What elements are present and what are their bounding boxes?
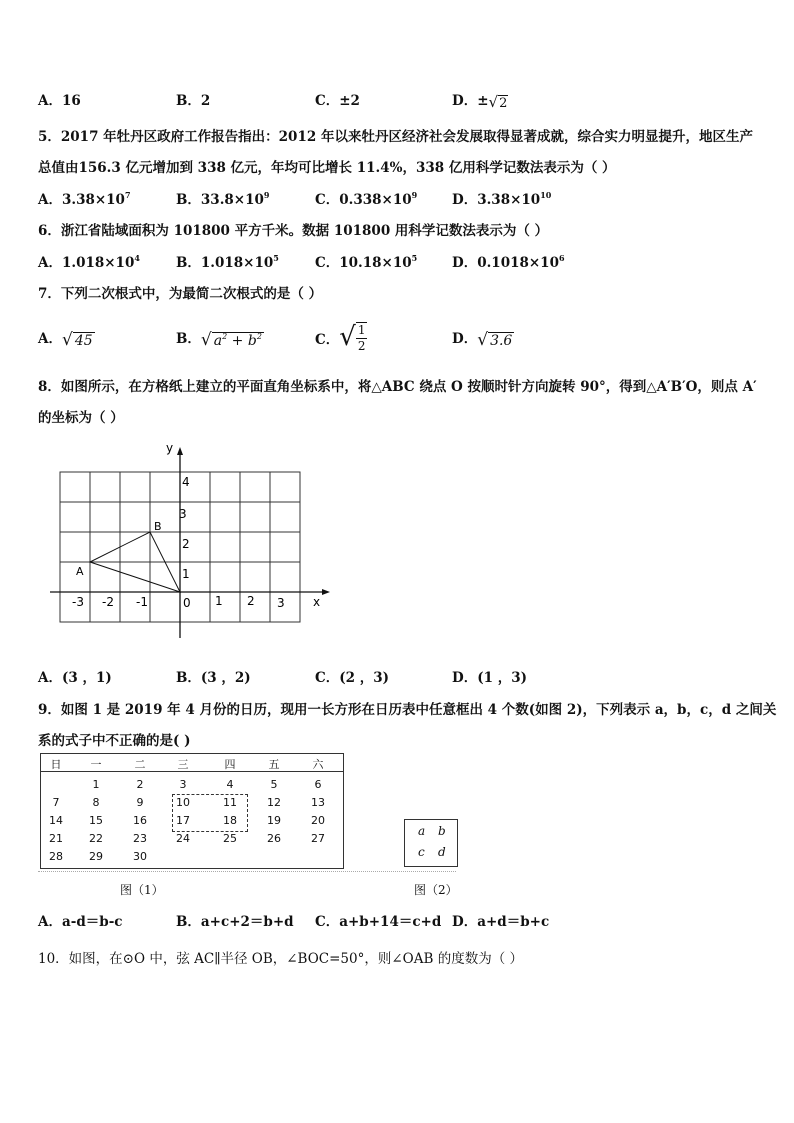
q5-stem-line1: 5．2017 年牡丹区政府工作报告指出：2012 年以来牡丹区经济社会发展取得显著成就，综合实力明显提升，地区生产 [38,129,753,145]
q4-option-c: C．±2 [315,93,360,109]
q4-option-d-radicand: 2 [499,95,508,111]
q8-stem-line2: 的坐标为（ ） [38,410,124,426]
calendar-day-cell: 19 [267,814,281,827]
fig2-cell-d: d [438,845,446,859]
q8-stem-line1: 8．如图所示，在方格纸上建立的平面直角坐标系中，将△ABC 绕点 O 按顺时针方向旋转 90°，得到△A′B′O，则点 A′ [38,379,757,395]
q8-option-a: A．(3 ，1) [38,670,112,686]
q9-stem-line1: 9．如图 1 是 2019 年 4 月份的日历，现用一长方形在日历表中任意框出 4 个数(如图 2)，下列表示 a，b，c，d 之间关 [38,702,777,718]
calendar-day-cell: 24 [176,832,190,845]
calendar-day-cell: 18 [223,814,237,827]
calendar-header-cell: 三 [177,758,189,771]
calendar-day-cell: 10 [176,796,190,809]
calendar-day-cell: 8 [92,796,100,809]
calendar-day-cell: 30 [133,850,147,863]
calendar-day-cell: 9 [136,796,144,809]
point-b-label: B [154,520,162,533]
calendar-day-cell: 23 [133,832,147,845]
fig2-box [404,819,458,867]
y-axis-arrow [177,447,183,455]
fig2-cell-b: b [438,824,446,838]
x-tick-labels [72,594,285,610]
y-tick: 2 [182,537,190,551]
q6-option-c: C．$10.18\times 10^5$ [315,253,418,271]
calendar-day-cell: 26 [267,832,281,845]
x-tick: -3 [72,595,84,609]
point-a-label: A [76,565,84,578]
q7-option-b: B．√ $a^2 + b^2$ [176,329,262,350]
x-tick: 2 [247,594,255,608]
q9-option-c: C．a+b+14＝c+d [315,914,442,930]
q8-option-c: C．(2 ，3) [315,670,390,686]
calendar-day-cell: 16 [133,814,147,827]
q7-option-b-exp2: 2 [256,331,262,341]
q5-option-b: B．$33.8\times 10^9$ [176,190,270,208]
calendar-day-cell: 6 [314,778,322,791]
calendar-day-cell: 15 [89,814,103,827]
q8-option-b: B．(3 ，2) [176,670,251,686]
x-tick: 3 [277,596,285,610]
q4-option-d-label: D．± [452,93,489,109]
q7-option-c: C．√ $\frac{1}{2}$ [315,322,366,353]
q9-option-d: D．a+d＝b+c [452,914,550,930]
calendar-day-cell: 11 [223,796,237,809]
figure-divider [38,871,456,873]
x-tick: -1 [136,595,148,609]
q6-stem-line1: 6．浙江省陆域面积为 101800 平方千米。数据 101800 用科学记数法表示为（ ） [38,223,549,239]
x-axis-label: x [313,595,321,609]
q7-stem-line1: 7．下列二次根式中，为最简二次根式的是（ ） [38,286,323,302]
calendar-day-cell: 29 [89,850,103,863]
q5-option-a: A．$3.38\times 10^7$ [38,190,131,208]
calendar-day-cell: 13 [311,796,325,809]
calendar-day-cell: 22 [89,832,103,845]
q9-option-b: B．a+c+2＝b+d [176,914,294,930]
q6-option-a: A．$1.018\times 10^4$ [38,253,140,271]
q4-option-a: A．16 [38,93,81,109]
calendar-day-cell: 2 [136,778,144,791]
q9-stem-line2: 系的式子中不正确的是( ) [38,733,191,749]
q7-option-d: D．√ 3.6 [452,329,513,350]
calendar-header-cell: 一 [90,758,102,771]
q6-option-d: D．$0.1018\times 10^6$ [452,253,565,271]
q4-option-d: D．±√2 [452,92,508,111]
x-axis-arrow [322,589,330,595]
calendar-header-cell: 六 [312,758,324,771]
x-tick: -2 [102,595,114,609]
y-tick: 3 [179,507,187,521]
y-tick: 1 [182,567,190,581]
calendar-day-cell: 21 [49,832,63,845]
calendar-day-cell: 17 [176,814,190,827]
fig1-caption: 图（1） [120,883,164,897]
q5-stem-line2: 总值由156.3 亿元增加到 338 亿元，年均可比增长 11.4%，338 亿用科学记数法表示为（ ） [38,160,616,176]
calendar-header-cell: 二 [134,758,146,771]
calendar-day-cell: 3 [179,778,187,791]
calendar-selection-box [172,794,248,832]
q10-stem-line1: 10．如图，在⊙O 中，弦 AC∥半径 OB，∠BOC=50°，则∠OAB 的度数为（ ） [38,951,523,967]
calendar-day-cell: 27 [311,832,325,845]
calendar-day-cell: 1 [92,778,100,791]
calendar-table [40,753,344,869]
calendar-header-cell: 四 [224,758,236,771]
x-tick: 1 [215,594,223,608]
calendar-day-cell: 20 [311,814,325,827]
fig2-caption: 图（2） [414,883,458,897]
q9-option-a: A．a-d＝b-c [38,914,123,930]
calendar-day-cell: 14 [49,814,63,827]
fig2-cell-c: c [418,845,425,859]
q6-option-b: B．$1.018\times 10^5$ [176,253,279,271]
x-tick: 0 [183,596,191,610]
calendar-day-cell: 7 [52,796,60,809]
q8-option-d: D．(1 ，3) [452,670,527,686]
y-tick: 4 [182,475,190,489]
calendar-day-cell: 12 [267,796,281,809]
q5-option-c: C．$0.338\times 10^9$ [315,190,418,208]
calendar-day-cell: 5 [270,778,278,791]
calendar-day-cell: 25 [223,832,237,845]
calendar-header-cell: 日 [50,758,62,771]
calendar-day-cell: 4 [226,778,234,791]
q4-option-b: B．2 [176,93,211,109]
calendar-day-cell: 28 [49,850,63,863]
q5-option-d: D．$3.38\times 10^{10}$ [452,190,552,208]
fig2-cell-a: a [418,824,426,838]
calendar-header-cell: 五 [268,758,280,771]
q7-option-a: A．√ 45 [38,329,93,350]
y-axis-label: y [166,441,174,455]
